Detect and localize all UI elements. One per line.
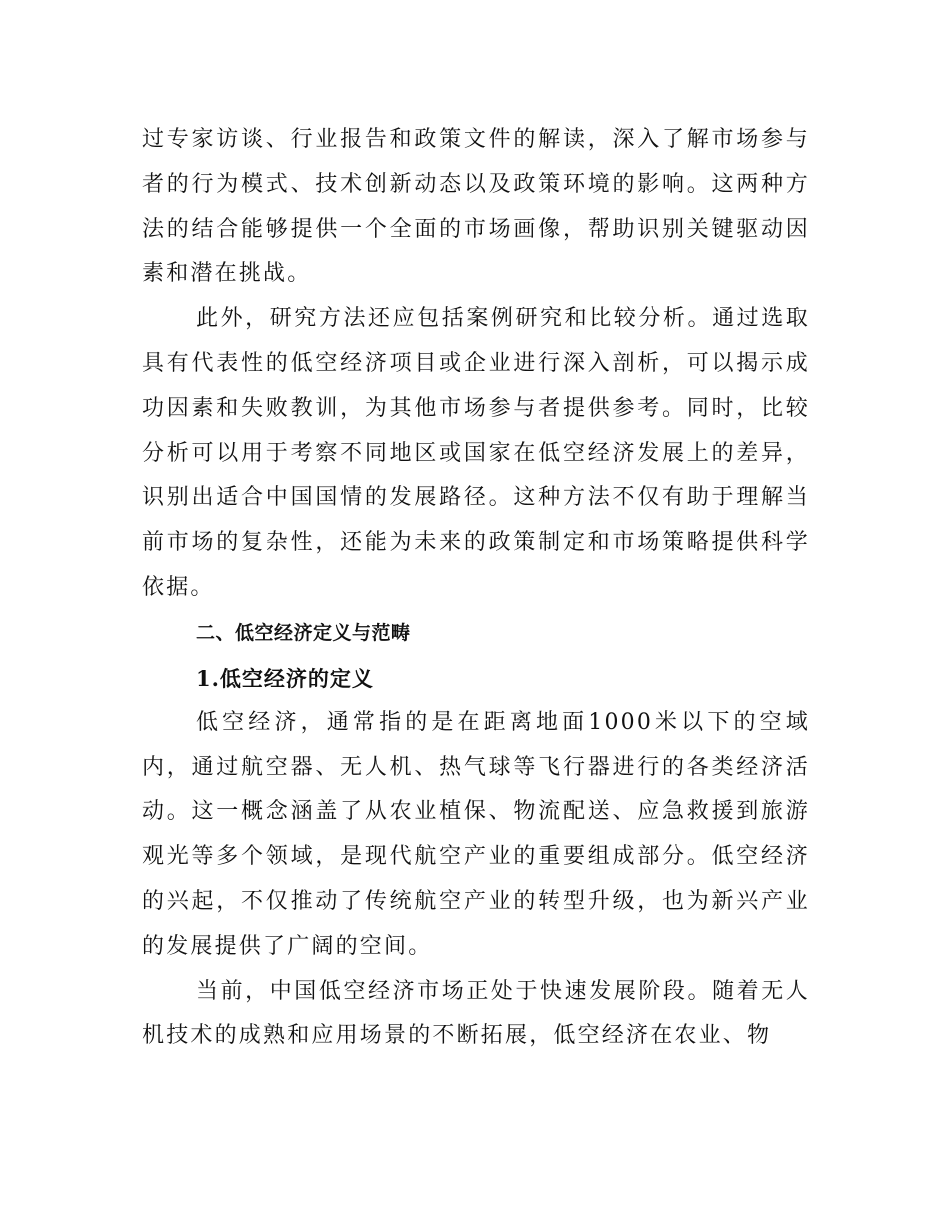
- paragraph-research-methods: 此外，研究方法还应包括案例研究和比较分析。通过选取具有代表性的低空经济项目或企业进行深入剖析，可以揭示成功因素和失败教训，为其他市场参与者提供参考。同时，比较分析可以用于考察不同地区或国家在低空经济发展上的差异，识别出适合中国国情的发展路径。这种方法不仅有助于理解当前市场的复杂性，还能为未来的政策制定和市场策略提供科学依据。: [142, 306, 810, 600]
- paragraph-definition: 低空经济，通常指的是在距离地面1000米以下的空域内，通过航空器、无人机、热气球等飞行器进行的各类经济活动。这一概念涵盖了从农业植保、物流配送、应急救援到旅游观光等多个领域，是现代航空产业的重要组成部分。低空经济的兴起，不仅推动了传统航空产业的转型升级，也为新兴产业的发展提供了广阔的空间。: [142, 709, 810, 959]
- paragraph-continued: 过专家访谈、行业报告和政策文件的解读，深入了解市场参与者的行为模式、技术创新动态以及政策环境的影响。这两种方法的结合能够提供一个全面的市场画像，帮助识别关键驱动因素和潜在挑战。: [142, 127, 810, 287]
- section-heading: 二、低空经济定义与范畴: [196, 621, 411, 644]
- subsection-heading: 1.低空经济的定义: [196, 665, 374, 691]
- document-page: [142, 118, 810, 1059]
- paragraph-current-market: 当前，中国低空经济市场正处于快速发展阶段。随着无人机技术的成熟和应用场景的不断拓展，低空经济在农业、物: [142, 978, 810, 1049]
